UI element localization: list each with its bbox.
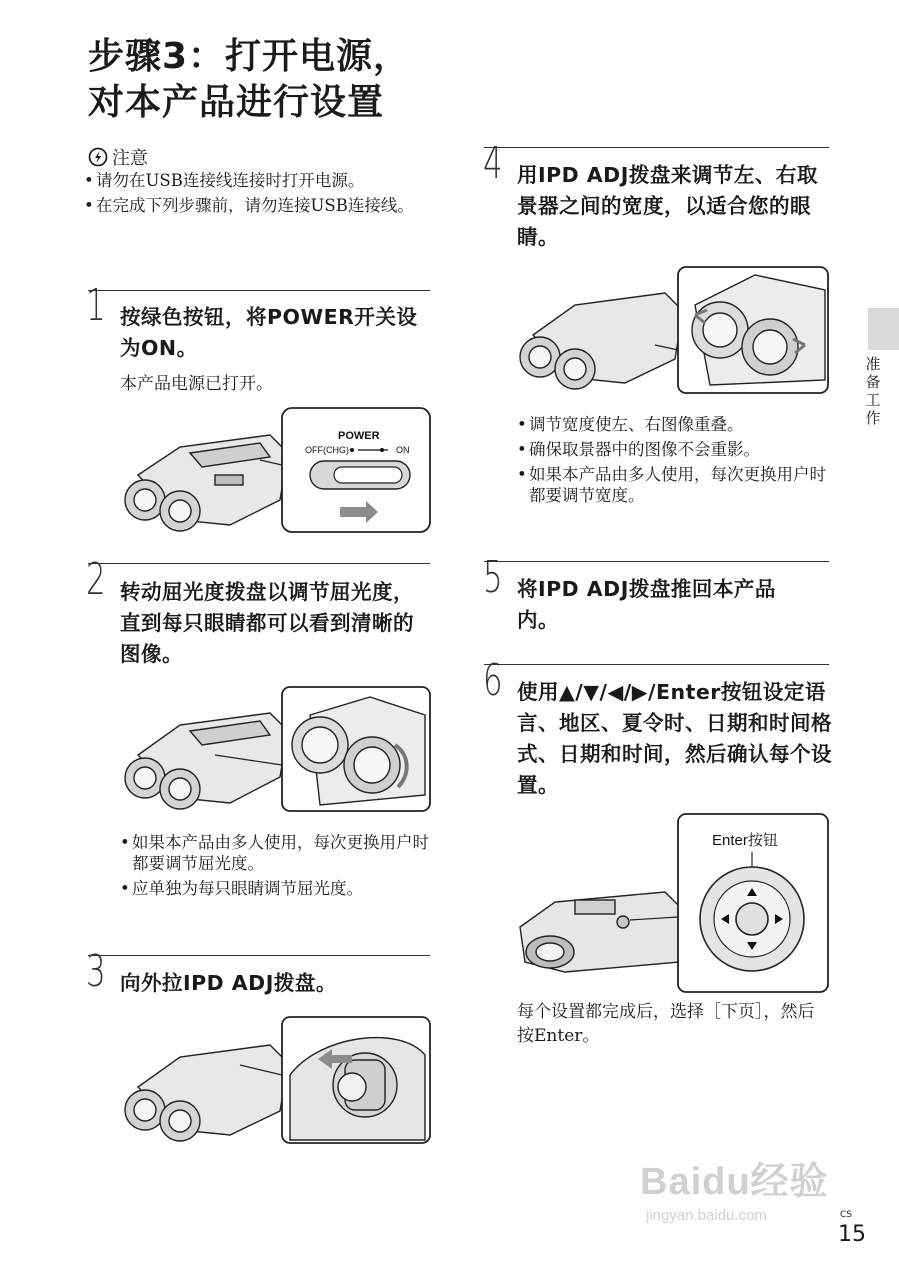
- step-text: 用IPD ADJ拨盘来调节左、右取景器之间的宽度，以适合您的眼睛。: [517, 163, 818, 249]
- enter-button: [736, 903, 768, 935]
- watermark: [640, 1150, 829, 1224]
- page-number: 15: [838, 1222, 866, 1247]
- section-tab-label: 准备工作: [865, 355, 881, 427]
- step-number: 4: [483, 138, 503, 189]
- page-language: CS: [840, 1210, 852, 1220]
- list-item: • 确保取景器中的图像不会重影。: [517, 439, 829, 460]
- page-title-line2: 对本产品进行设置: [88, 82, 385, 123]
- step-text: 将IPD ADJ拨盘推回本产品内。: [517, 577, 776, 632]
- page-title-line1: 步骤3：打开电源，: [88, 36, 411, 77]
- on-label: ON: [396, 445, 410, 455]
- binoculars-image: [125, 713, 288, 809]
- step-divider: [88, 955, 430, 956]
- list-item: • 如果本产品由多人使用，每次更换用户时都要调节屈光度。: [120, 832, 435, 874]
- step-text: 向外拉IPD ADJ拨盘。: [120, 971, 337, 995]
- step-number: 2: [86, 554, 106, 605]
- step-bullets: [120, 832, 435, 903]
- list-item: • 在完成下列步骤前，请勿连接USB连接线。: [84, 195, 429, 216]
- list-item: • 调节宽度使左、右图像重叠。: [517, 414, 829, 435]
- off-label: OFF(CHG): [305, 445, 349, 455]
- step-divider: [88, 290, 430, 291]
- step-divider: [484, 561, 829, 562]
- page-title: [88, 34, 410, 126]
- power-switch-illustration: [120, 405, 432, 535]
- step-divider: [88, 563, 430, 564]
- list-item: • 应单独为每只眼睛调节屈光度。: [120, 878, 435, 899]
- ipd-width-illustration: [515, 265, 830, 395]
- power-label: POWER: [338, 430, 380, 442]
- watermark-brand: Baidu经验: [640, 1161, 829, 1203]
- notice-heading: [88, 144, 148, 170]
- binoculars-image: [125, 1045, 288, 1141]
- step-bullets: [517, 414, 829, 510]
- binoculars-image: [520, 892, 685, 972]
- step-number: 1: [86, 280, 106, 331]
- enter-button-illustration: [515, 812, 830, 994]
- step-number: 6: [483, 655, 503, 706]
- step-number: 3: [86, 946, 106, 997]
- step-note: 每个设置都完成后，选择［下页］，然后按Enter。: [517, 1002, 815, 1046]
- list-item: • 如果本产品由多人使用，每次更换用户时都要调节宽度。: [517, 464, 829, 506]
- step-text: 使用▲/▼/◀/▶/Enter按钮设定语言、地区、夏令时、日期和时间格式、日期和时间，然后确认每个设置。: [517, 680, 832, 797]
- binoculars-image: [125, 435, 288, 531]
- binoculars-image: [520, 293, 683, 389]
- step-note: 本产品电源已打开。: [120, 374, 273, 394]
- notice-heading-label: 注意: [112, 148, 148, 169]
- section-tab: [868, 308, 899, 350]
- diopter-dial-illustration: [120, 685, 432, 813]
- caution-icon: [88, 147, 108, 167]
- ipd-dial-pull-illustration: [120, 1015, 432, 1145]
- step-divider: [484, 147, 829, 148]
- enter-label: Enter按钮: [712, 832, 778, 849]
- step-number: 5: [483, 552, 503, 603]
- step-divider: [484, 664, 829, 665]
- list-item: • 请勿在USB连接线连接时打开电源。: [84, 170, 429, 191]
- watermark-url: jingyan.baidu.com: [646, 1207, 767, 1224]
- step-text: 转动屈光度拨盘以调节屈光度，直到每只眼睛都可以看到清晰的图像。: [120, 580, 414, 666]
- step-text: 按绿色按钮，将POWER开关设为ON。: [120, 305, 418, 360]
- notice-list: [84, 170, 429, 220]
